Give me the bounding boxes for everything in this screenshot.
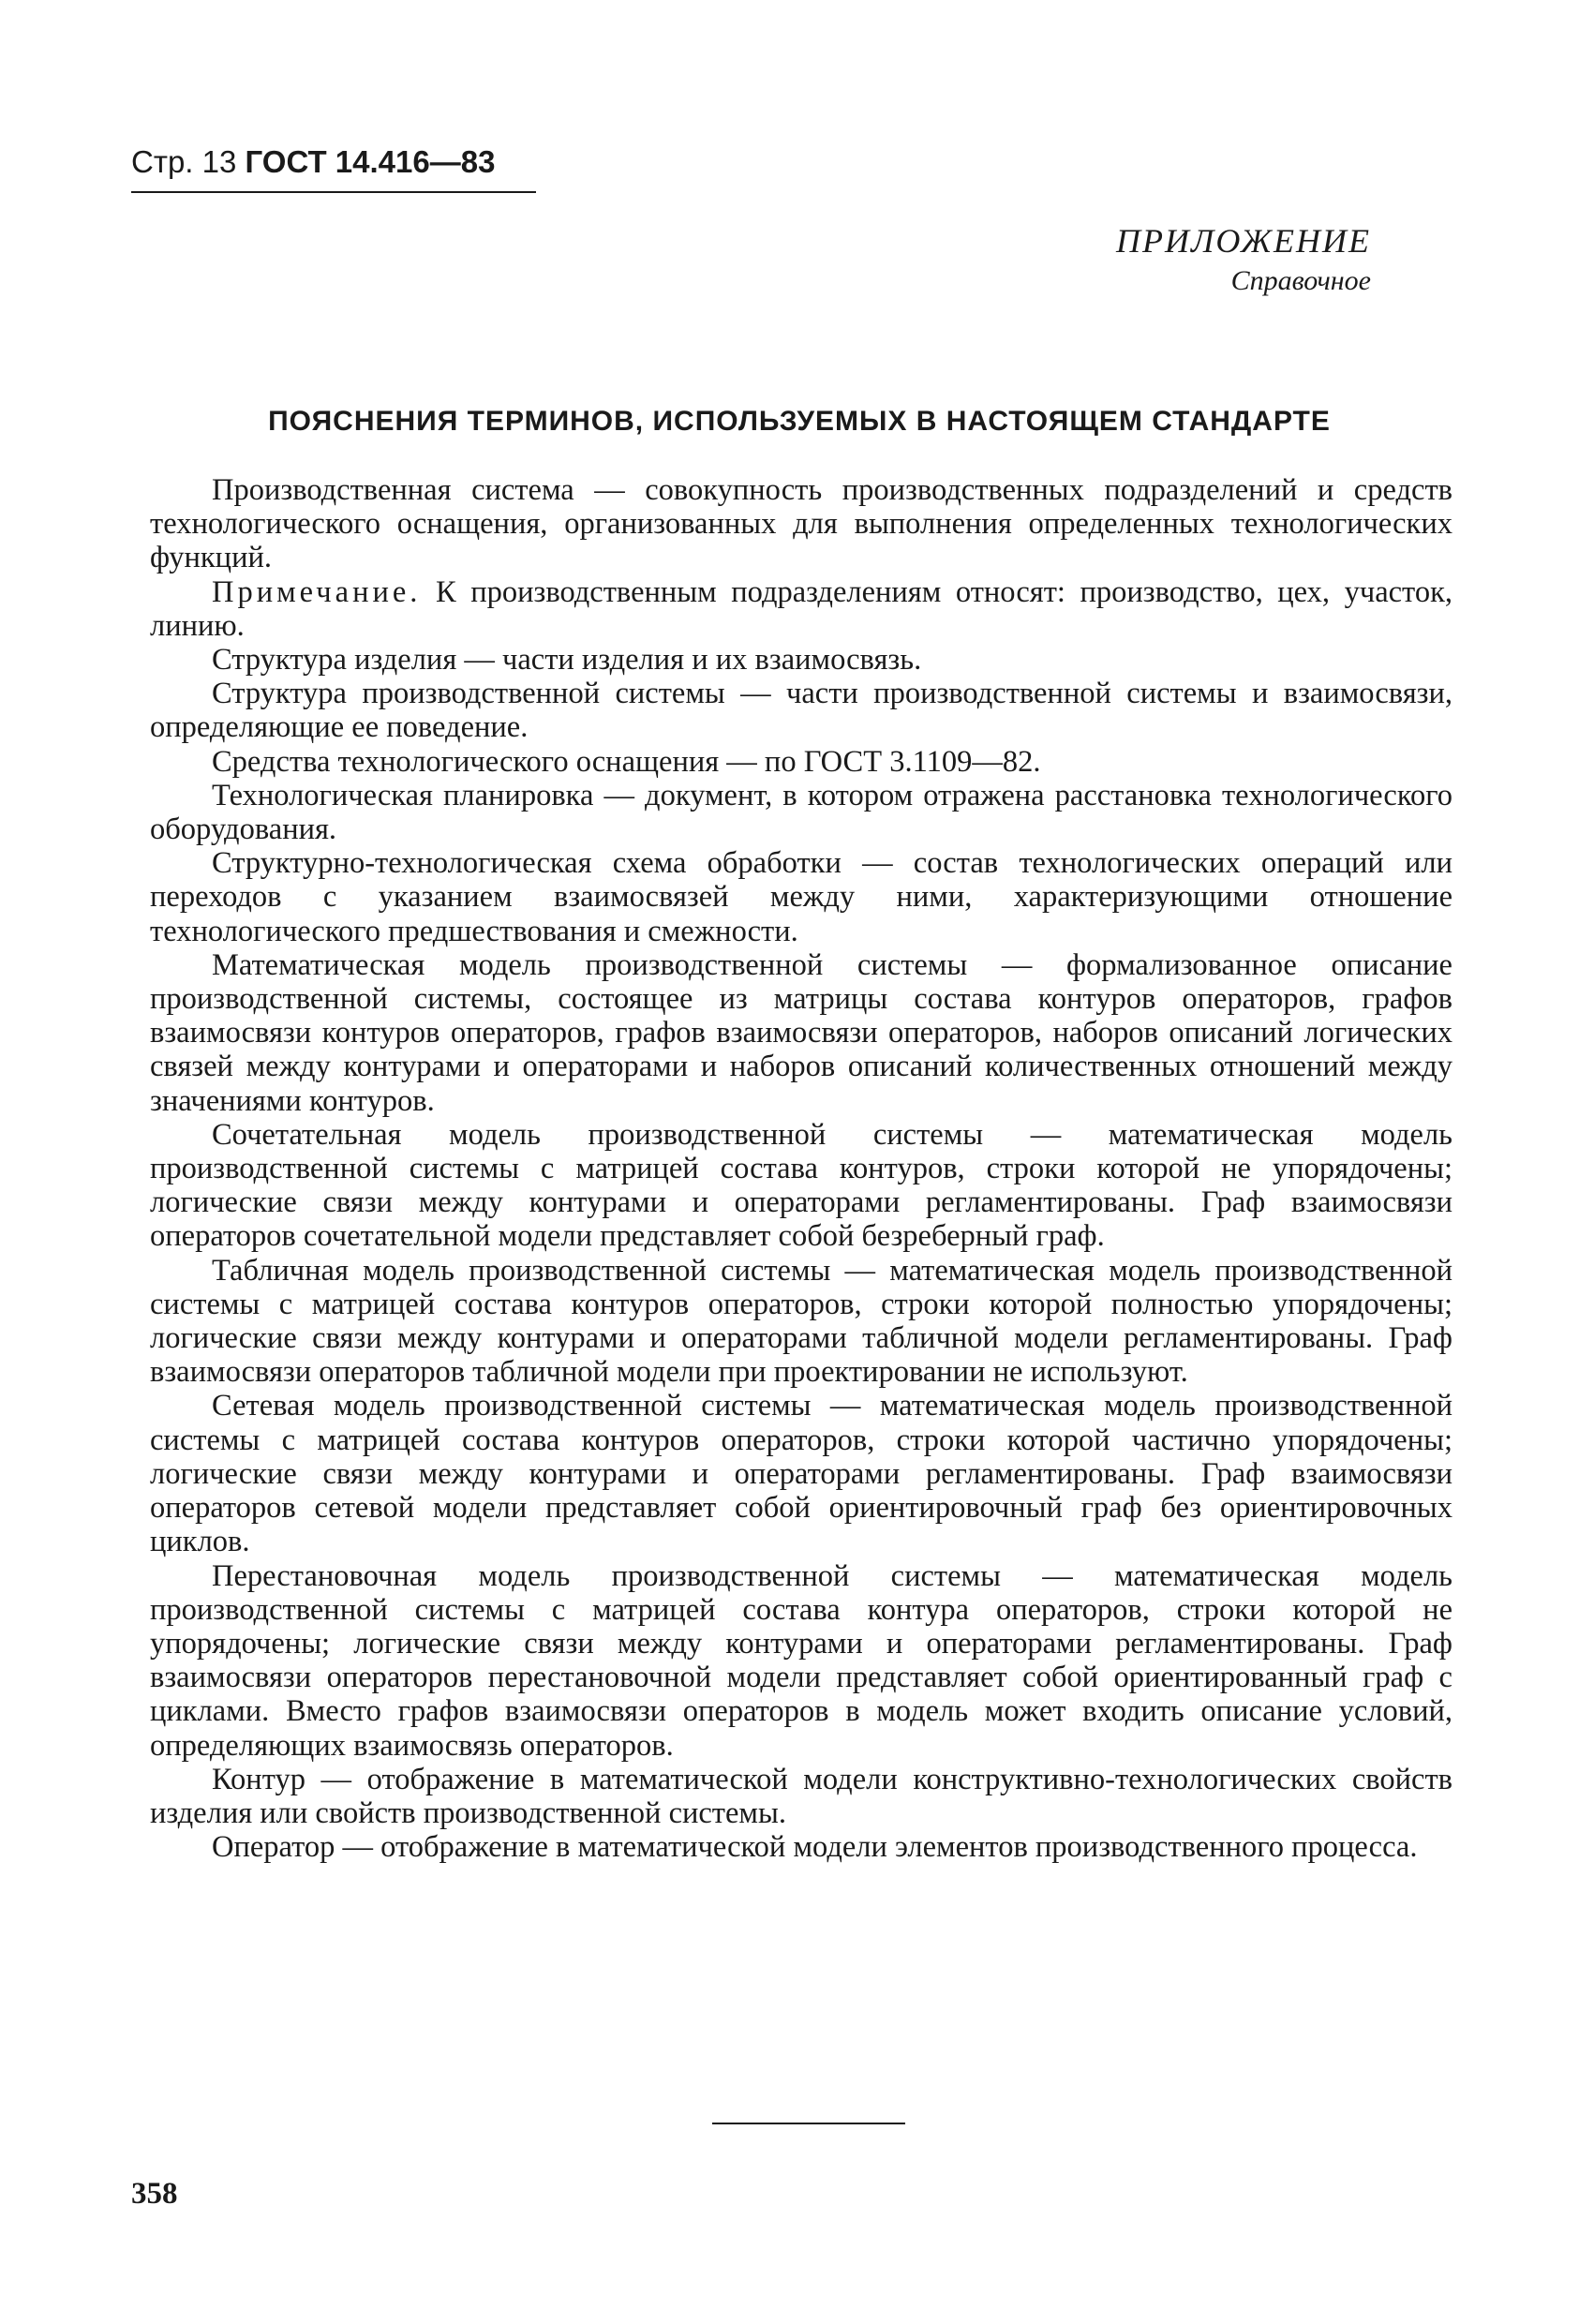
header-divider — [131, 191, 536, 193]
paragraph-contour: Контур — отображение в математической модели конструктивно-технологических свойств изделия или свойств производственной системы. — [150, 1762, 1452, 1830]
paragraph-technological-equipment: Средства технологического оснащения — по ГОСТ 3.1109—82. — [212, 744, 1041, 779]
note-label: Примечание. — [212, 574, 422, 609]
page-label: Стр. 13 — [131, 144, 237, 179]
paragraph-mathematical-model: Математическая модель производственной системы — формализованное описание производственной системы, состоящее из матрицы состава контуров операторов, графов взаимосвязи контуров операторов, графов взаимосвязи операторов, наборов описаний логических связей между контурами и операторами и наборов описаний количественных отношений между значениями контуров. — [150, 947, 1452, 1118]
paragraph-system-structure: Структура производственной системы — части производственной системы и взаимосвязи, определяющие ее поведение. — [150, 677, 1452, 745]
paragraph-note — [150, 575, 1452, 643]
appendix-block — [1116, 219, 1371, 300]
paragraph-product-structure: Структура изделия — части изделия и их взаимосвязь. — [212, 643, 922, 678]
page-number: 358 — [131, 2177, 178, 2211]
paragraph-permutation-model: Перестановочная модель производственной системы — математическая модель производственной системы с матрицей состава контура операторов, строки которой не упорядочены; логические связи между контурами и операторами регламентированы. Граф взаимосвязи операторов перестановочной модели представляет собой ориентированный граф с циклами. Вместо графов взаимосвязи операторов в модель может входить описание условий, определяющих взаимосвязь операторов. — [150, 1558, 1452, 1763]
paragraph-processing-scheme: Структурно-технологическая схема обработки — состав технологических операций или переходов с указанием взаимосвязей между ними, характеризующими отношение технологического предшествования и смежности. — [150, 846, 1452, 948]
document-body — [150, 473, 1452, 1864]
page-header — [131, 144, 495, 180]
note-text: К производственным подразделениям относят: производство, цех, участок, линию. — [150, 574, 1452, 643]
paragraph-operator: Оператор — отображение в математической модели элементов производственного процесса. — [212, 1830, 1418, 1865]
end-divider — [712, 2123, 905, 2124]
paragraph-production-system: Производственная система — совокупность производственных подразделений и средств технологического оснащения, организованных для выполнения определенных технологических функций. — [150, 473, 1452, 575]
paragraph-combinational-model: Сочетательная модель производственной системы — математическая модель производственной системы с матрицей состава контуров, строки которой не упорядочены; логические связи между контурами и операторами регламентированы. Граф взаимосвязи операторов сочетательной модели представляет собой безреберный граф. — [150, 1117, 1452, 1254]
appendix-subtitle: Справочное — [1230, 265, 1371, 296]
document-title: ПОЯСНЕНИЯ ТЕРМИНОВ, ИСПОЛЬЗУЕМЫХ В НАСТОЯЩЕМ СТАНДАРТЕ — [268, 406, 1331, 437]
paragraph-network-model: Сетевая модель производственной системы — математическая модель производственной системы с матрицей состава контуров операторов, строки которой частично упорядочены; логические связи между контурами и операторами регламентированы. Граф взаимосвязи операторов сетевой модели представляет собой ориентировочный граф без ориентировочных циклов. — [150, 1389, 1452, 1559]
standard-number: ГОСТ 14.416—83 — [245, 144, 496, 179]
appendix-title: ПРИЛОЖЕНИЕ — [1116, 222, 1371, 260]
paragraph-tabular-model: Табличная модель производственной системы — математическая модель производственной системы с матрицей состава контуров операторов, строки которой полностью упорядочены; логические связи между контурами и операторами табличной модели регламентированы. Граф взаимосвязи операторов табличной модели при проектировании не используют. — [150, 1253, 1452, 1390]
paragraph-technological-layout: Технологическая планировка — документ, в котором отражена расстановка технологического оборудования. — [150, 778, 1452, 847]
